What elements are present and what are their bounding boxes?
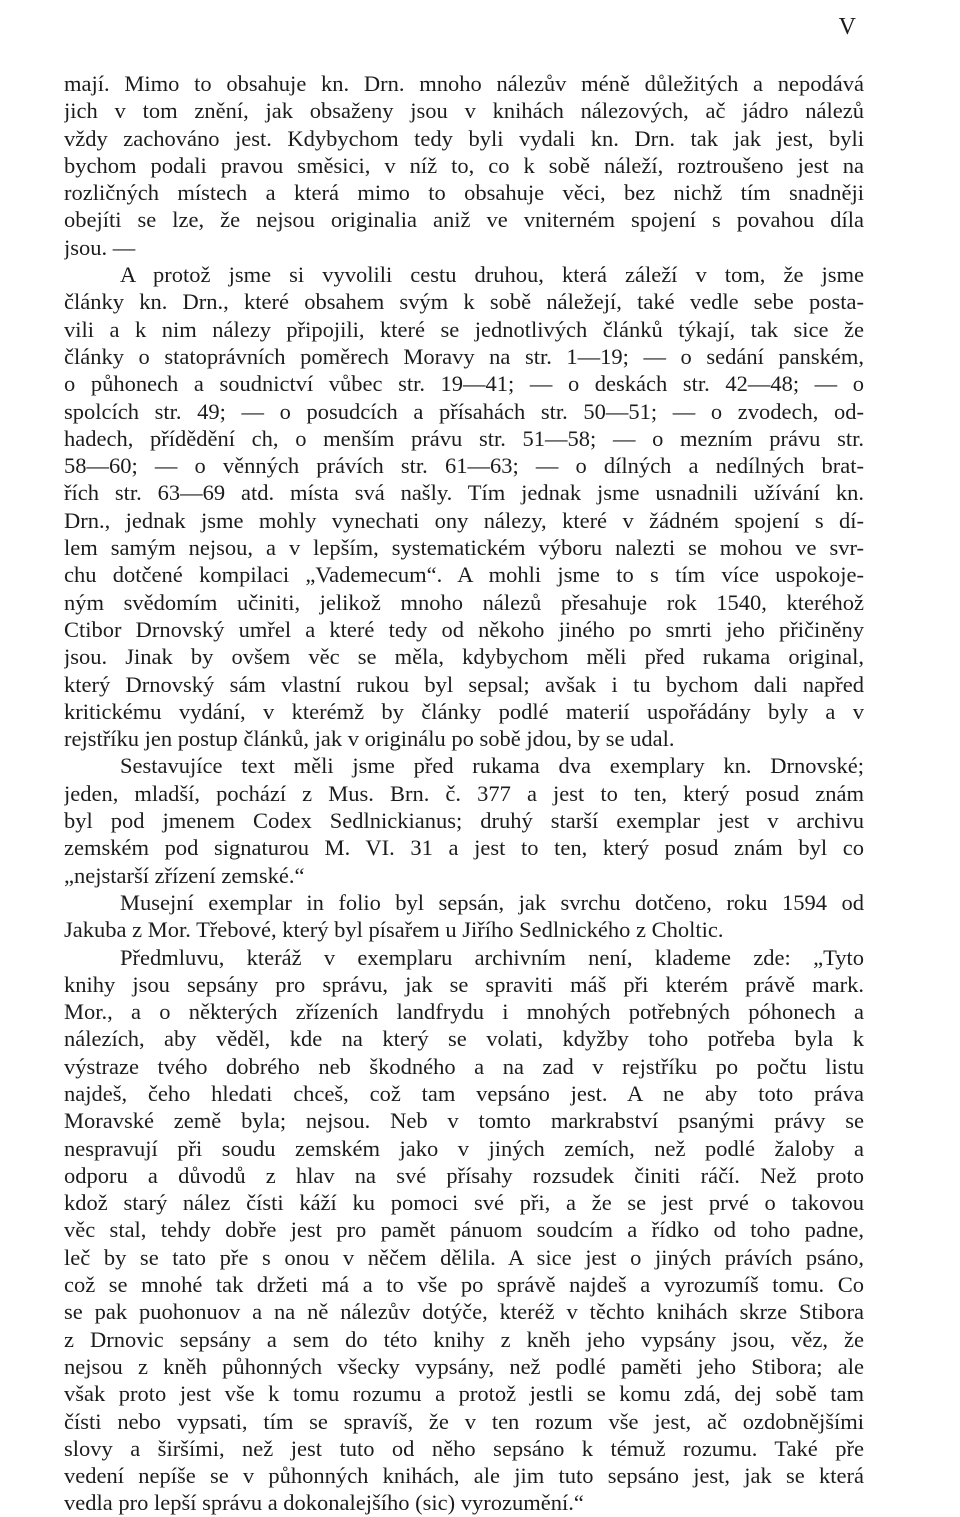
- page-number: V: [838, 14, 856, 40]
- text-line: vedla pro lepší správu a dokonalejšího (sic) vyrozumění.“: [64, 1490, 584, 1516]
- text-line: rejstříku jen postup článků, jak v originálu po sobě jdou, by se udal.: [64, 726, 675, 752]
- text-line: články kn. Drn., které obsahem svým k sobě náležejí, také vedle sebe posta-: [64, 289, 864, 315]
- text-line: Drn., jednak jsme mohly vynechati ony nálezy, které v žádném spojení s dí-: [64, 507, 864, 533]
- text-line: vili a k nim nálezy připojili, které se jednotlivých článků týkají, tak sice že: [64, 316, 864, 342]
- text-line: lem samým nejsou, a v lepším, systematickém výboru nalezti se mohou ve svr-: [64, 535, 864, 561]
- body-text: [64, 70, 864, 1517]
- text-line: čísti nebo vypsati, tím se spravíš, že v ten rozum vše jest, ač ozdobnějšími: [64, 1408, 864, 1434]
- text-line: se pak puohonuov a na ně nálezův dotýče, kteréž v těchto knihách skrze Stibora: [64, 1299, 864, 1325]
- text-line: spolcích str. 49; — o posudcích a přísahách str. 50—51; — o zvodech, od-: [64, 398, 864, 424]
- text-line: jsou. —: [64, 234, 136, 260]
- text-line: 58—60; — o věnných právích str. 61—63; — o dílných a nedílných brat-: [64, 453, 864, 479]
- text-line: nespravují při soudu zemském jako v jiných zemích, než podlé žaloby a: [64, 1135, 864, 1161]
- text-line: o půhonech a soudnictví vůbec str. 19—41; — o deskách str. 42—48; — o: [64, 371, 864, 397]
- text-line: vedení nepíše se v půhonných knihách, ale jim tuto sepsáno jest, jak se která: [64, 1463, 864, 1489]
- text-line: hadech, přídědění ch, o menším právu str. 51—58; — o mezním právu str.: [64, 425, 864, 451]
- text-line: kritickému vydání, v kterémž by články podlé materií uspořádány byly a v: [64, 698, 864, 724]
- text-line: bychom podali pravou směsici, v níž to, co k sobě náleží, roztroušeno jest na: [64, 152, 864, 178]
- text-line: obejíti se lze, že nejsou originalia aniž ve vniterném spojení s povahou díla: [64, 207, 864, 233]
- text-line: články o statoprávních poměrech Moravy na str. 1—19; — o sedání panském,: [64, 343, 864, 369]
- text-line: slovy a širšími, než jest tuto od něho sepsáno k témuž rozumu. Také pře: [64, 1435, 864, 1461]
- text-line: který Drnovský sám vlastní rukou byl sepsal; avšak i tu bychom dali napřed: [64, 671, 864, 697]
- text-line: zemském pod signaturou M. VI. 31 a jest to ten, který posud znám byl co: [64, 835, 864, 861]
- text-line: Ctibor Drnovský umřel a které tedy od někoho jiného po smrti jeho přičiněny: [64, 616, 864, 642]
- text-line: Moravské země byla; nejsou. Neb v tomto markrabství psanými právy se: [64, 1108, 864, 1134]
- text-line: však proto jest vše k tomu rozumu a protož jestli se komu zdá, dej sobě tam: [64, 1381, 864, 1407]
- text-line: byl pod jmenem Codex Sedlnickianus; druhý starší exemplar jest v archivu: [64, 808, 864, 834]
- text-line: chu dotčené kompilaci „Vademecum“. A mohli jsme to s tím více uspokoje-: [64, 562, 864, 588]
- text-line: A protož jsme si vyvolili cestu druhou, která záleží v tom, že jsme: [120, 262, 864, 288]
- text-line: nálezích, aby věděl, kde na který se volati, kdyžby toho potřeba byla k: [64, 1026, 864, 1052]
- text-line: leč by se tato pře s onou v něčem dělila. A sice jest o jiných právích psáno,: [64, 1244, 864, 1270]
- text-line: nejsou z kněh půhonných všecky vypsány, než podlé paměti jeho Stibora; ale: [64, 1353, 864, 1379]
- text-line: „nejstarší zřízení zemské.“: [64, 862, 305, 888]
- text-line: což se mnohé tak držeti má a to vše po správě najdeš a vyrozumíš tomu. Co: [64, 1272, 864, 1298]
- text-line: kdož starý nález čísti káží ku pomoci své při, a že se jest prvé o takovou: [64, 1190, 864, 1216]
- text-line: vždy zachováno jest. Kdybychom tedy byli vydali kn. Drn. tak jak jest, byli: [64, 125, 864, 151]
- text-line: jsou. Jinak by ovšem věc se měla, kdybychom měli před rukama original,: [64, 644, 864, 670]
- text-line: najdeš, čeho hledati chceš, což tam vepsáno jest. A ne aby toto práva: [64, 1080, 864, 1106]
- text-line: věc stal, tehdy dobře jest pro pamět pánuom soudcím a řídko od toho padne,: [64, 1217, 864, 1243]
- text-line: Jakuba z Mor. Třebové, který byl písařem u Jiřího Sedlnického z Choltic.: [64, 917, 724, 943]
- text-line: knihy jsou sepsány pro správu, jak se spraviti máš při kterém právě mark.: [64, 971, 864, 997]
- text-line: z Drnovic sepsány a sem do této knihy z kněh jeho vypsány jsou, věz, že: [64, 1326, 864, 1352]
- text-line: výstraze tvého dobrého neb škodného a na zad v rejstříku po počtu listu: [64, 1053, 864, 1079]
- text-line: Předmluvu, kteráž v exemplaru archivním není, klademe zde: „Tyto: [120, 944, 864, 970]
- text-line: odporu a důvodů z hlav na své přísahy rozsudek činiti ráčí. Než proto: [64, 1162, 864, 1188]
- text-line: Musejní exemplar in folio byl sepsán, jak svrchu dotčeno, roku 1594 od: [120, 889, 864, 915]
- text-line: Mor., a o některých zřízeních landfrydu i mnohých potřebných póhonech a: [64, 999, 864, 1025]
- text-line: ným svědomím učiniti, jelikož mnoho nálezů přesahuje rok 1540, kteréhož: [64, 589, 864, 615]
- text-line: rozličných místech a která mimo to obsahuje věci, bez nichž tím snadněji: [64, 180, 864, 206]
- text-line: jeden, mladší, pochází z Mus. Brn. č. 377 a jest to ten, který posud znám: [64, 780, 864, 806]
- text-line: řích str. 63—69 atd. místa svá našly. Tím jednak jsme usnadnili užívání kn.: [64, 480, 864, 506]
- text-line: jich v tom znění, jak obsaženy jsou v knihách nálezových, ač jádro nálezů: [64, 98, 864, 124]
- text-line: mají. Mimo to obsahuje kn. Drn. mnoho nálezův méně důležitých a nepodává: [64, 71, 864, 96]
- text-line: Sestavujíce text měli jsme před rukama dva exemplary kn. Drnovské;: [120, 753, 864, 779]
